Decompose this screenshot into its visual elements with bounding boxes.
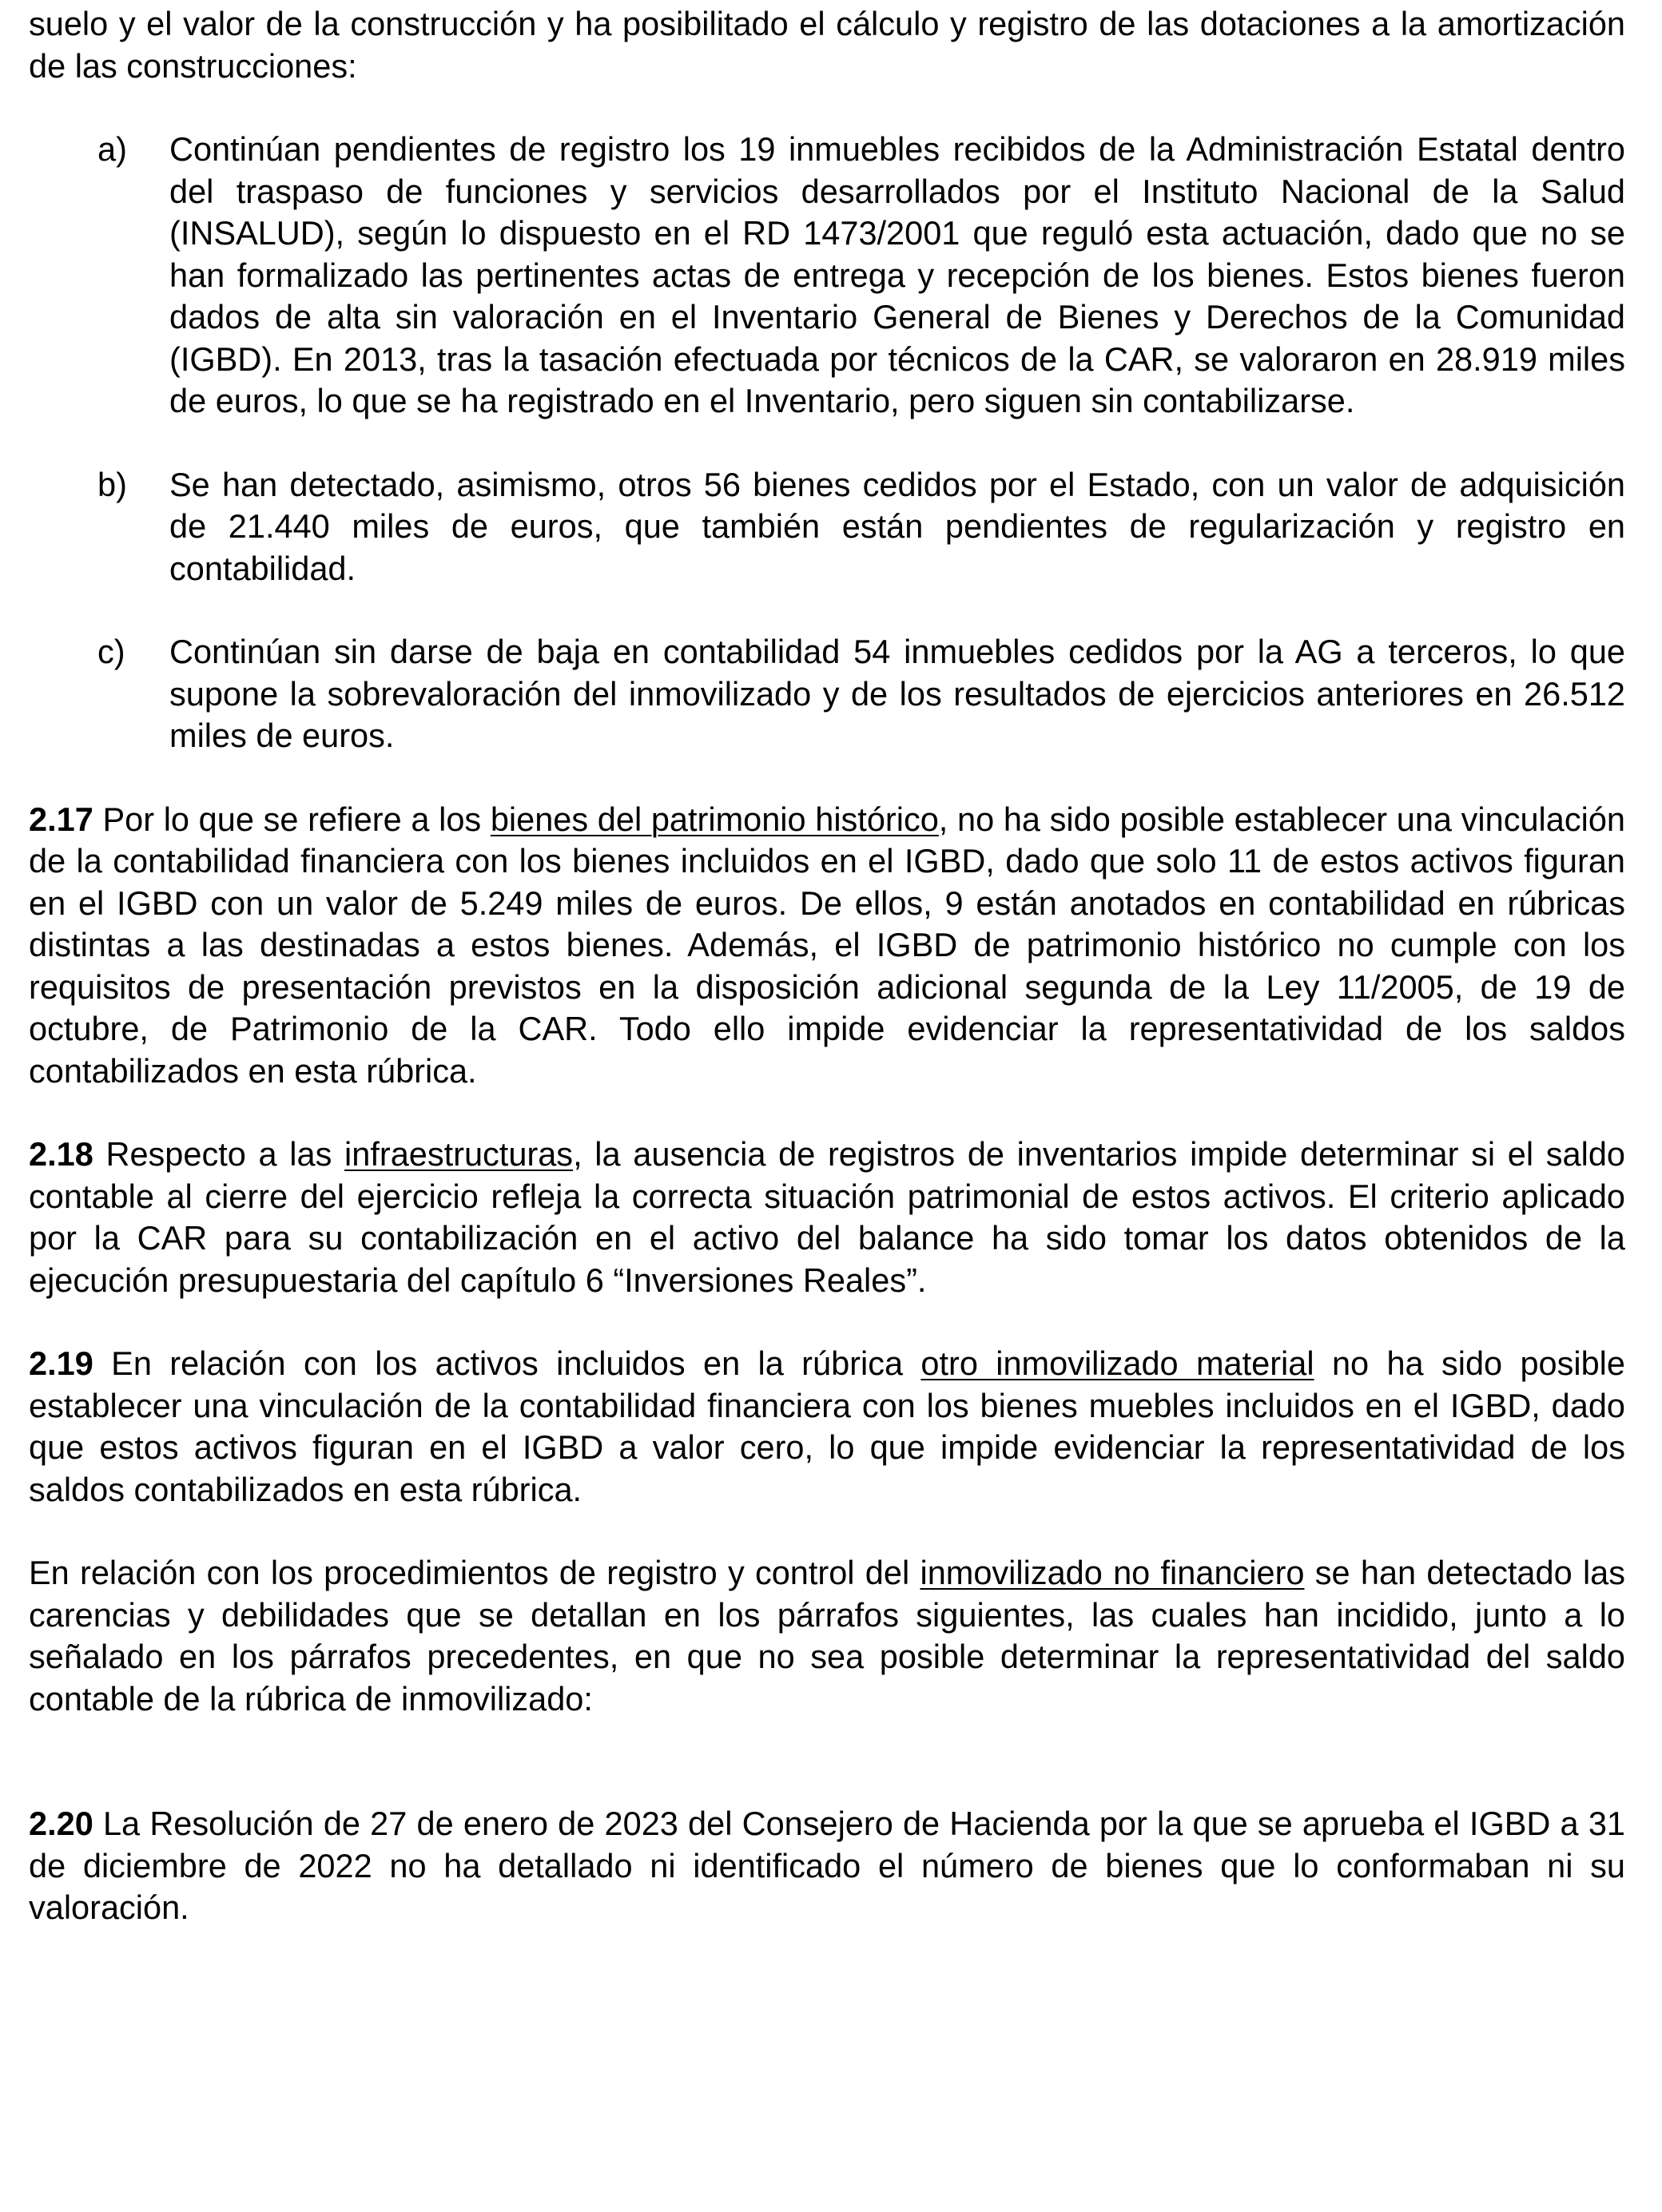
paragraph-2-18 [29, 1134, 1625, 1301]
list-item-b [29, 464, 1625, 590]
paragraph-2-20 [29, 1803, 1625, 1929]
paragraph-text-pre: En relación con los procedimientos de registro y control del [29, 1554, 920, 1591]
underlined-term: otro inmovilizado material [920, 1344, 1314, 1382]
list-item-text: Continúan sin darse de baja en contabilidad 54 inmuebles cedidos por la AG a terceros, lo que supone la sobrevaloración del inmovilizado y de los resultados de ejercicios anteriores en 26.512 miles de euros. [169, 633, 1625, 754]
paragraph-number: 2.20 [29, 1805, 93, 1842]
list-marker: b) [97, 465, 127, 503]
list-marker: c) [97, 633, 125, 670]
list-item-text: Continúan pendientes de registro los 19 inmuebles recibidos de la Administración Estatal dentro del traspaso de funciones y servicios desarrollados por el Instituto Nacional de la Salud (INSALUD), según lo dispuesto en el RD 1473/2001 que reguló esta actuación, dado que no se han formalizado las pertinentes actas de entrega y recepción de los bienes. Estos bienes fueron dados de alta sin valoración en el Inventario General de Bienes y Derechos de la Comunidad (IGBD). En 2013, tras la tasación efectuada por técnicos de la CAR, se valoraron en 28.919 miles de euros, lo que se ha registrado en el Inventario, pero siguen sin contabilizarse. [169, 130, 1625, 419]
paragraph-number: 2.18 [29, 1135, 93, 1173]
paragraph-inmovilizado [29, 1552, 1625, 1720]
paragraph-2-17 [29, 799, 1625, 1093]
paragraph-text-pre: Por lo que se refiere a los [93, 800, 491, 838]
list-item-c [29, 631, 1625, 757]
paragraph-text-post: , no ha sido posible establecer una vinculación de la contabilidad financiera con los bienes incluidos en el IGBD, dado que solo 11 de estos activos figuran en el IGBD con un valor de 5.249 miles de euros. De ellos, 9 están anotados en contabilidad en rúbricas distintas a las destinadas a estos bienes. Además, el IGBD de patrimonio histórico no cumple con los requisitos de presentación previstos en la disposición adicional segunda de la Ley 11/2005, de 19 de octubre, de Patrimonio de la CAR. Todo ello impide evidenciar la representatividad de los saldos contabilizados en esta rúbrica. [29, 800, 1625, 1090]
paragraph-text: La Resolución de 27 de enero de 2023 del Consejero de Hacienda por la que se aprueba el IGBD a 31 de diciembre de 2022 no ha detallado ni identificado el número de bienes que lo conformaban ni su valoración. [29, 1805, 1625, 1926]
paragraph-text-post: , la ausencia de registros de inventarios impide determinar si el saldo contable al cierre del ejercicio refleja la correcta situación patrimonial de estos activos. El criterio aplicado por la CAR para su contabilización en el activo del balance ha sido tomar los datos obtenidos de la ejecución presupuestaria del capítulo 6 “Inversiones Reales”. [29, 1135, 1625, 1299]
list-item-a [29, 129, 1625, 423]
underlined-term: bienes del patrimonio histórico [490, 800, 939, 838]
list-item-text: Se han detectado, asimismo, otros 56 bienes cedidos por el Estado, con un valor de adquisición de 21.440 miles de euros, que también están pendientes de regularización y registro en contabilidad. [169, 465, 1625, 587]
paragraph-text-post: se han detectado las carencias y debilidades que se detallan en los párrafos siguientes, las cuales han incidido, junto a lo señalado en los párrafos precedentes, en que no sea posible determinar la representatividad del saldo contable de la rúbrica de inmovilizado: [29, 1554, 1625, 1718]
underlined-term: infraestructuras [344, 1135, 574, 1173]
paragraph-text-pre: En relación con los activos incluidos en la rúbrica [93, 1344, 921, 1382]
paragraph-number: 2.17 [29, 800, 93, 838]
paragraph-number: 2.19 [29, 1344, 93, 1382]
paragraph-text-pre: Respecto a las [93, 1135, 345, 1173]
intro-paragraph: suelo y el valor de la construcción y ha posibilitado el cálculo y registro de las dotaciones a la amortización de las construcciones: [29, 5, 1625, 85]
list-marker: a) [97, 130, 127, 168]
underlined-term: inmovilizado no financiero [920, 1554, 1305, 1591]
paragraph-text-post: no ha sido posible establecer una vinculación de la contabilidad financiera con los bienes muebles incluidos en el IGBD, dado que estos activos figuran en el IGBD a valor cero, lo que impide evidenciar la representatividad de los saldos contabilizados en esta rúbrica. [29, 1344, 1625, 1508]
paragraph-2-19 [29, 1343, 1625, 1511]
document-page [29, 3, 1625, 1971]
